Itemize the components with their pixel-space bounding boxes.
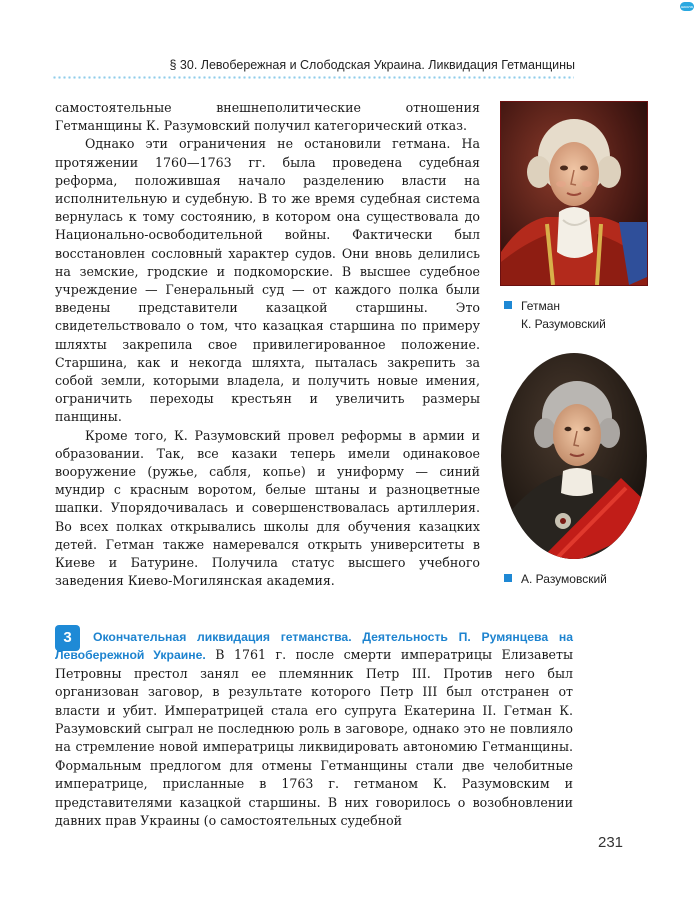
caption-k-razumovsky [504,297,606,333]
header-dotted-rule [52,76,574,79]
paragraph-army-education: Кроме того, К. Разумовский провел реформы в армии и образовании. Так, все казаки теперь имели одинаковое вооружение (ружье, сабля, копье) и униформу — синий мундир с красным воротом, белые штаны и разноцветные шапки. Упорядочивалась и совершенствовалась артиллерия. Во всех полках открывались школы для обучения казацких детей. Гетман также намеревался открыть университеты в Киеве и Батурине. Получила статус высшего учебного заведения Киево-Могилянская академия. [55,427,480,589]
paragraph-judicial-reform: Однако эти ограничения не остановили гетмана. На протяжении 1760—1763 гг. была проведена судебная реформа, положившая начало разделению власти на исполнительную и судебную. В то же время судебная система вернулась к тому состоянию, в котором она существовала до Национально-освободительной войны. Фактически был восстановлен сословный характер судов. Они вновь делились на земские, гродские и подкоморские. В высшее судебное учреждение — Генеральный суд — от каждого полка были введены представители казацкой старшины. Это свидетельствовало о том, что казацкая старшина по примеру шляхты закрепила свое привилегированное положение. Старшина, как и некогда шляхта, пыталась закрепить за собой земли, которыми владела, и получить новые имения, ограничить переходы крестьян и увеличить размеры панщины. [55,136,480,425]
portrait-a-razumovsky [501,353,647,559]
section-body [55,628,573,830]
section-heading: Окончательная ликвидация гетманства. Деятельность П. Румянцева на Левобережной Украине. [55,630,573,663]
caption-square-icon [504,301,512,309]
main-column-text [55,99,480,590]
running-header: § 30. Левобережная и Слободская Украина. Ликвидация Гетманщины [169,58,575,72]
paragraph-continuation: самостоятельные внешнеполитические отношения Гетманщины К. Разумовский получил категорический отказ. [55,100,480,134]
portrait-a-razumovsky-image [501,353,647,559]
caption-a-razumovsky [504,570,607,588]
portrait-k-razumovsky-image [501,102,647,285]
caption-line-1: Гетман [521,299,561,313]
caption-line-2: К. Разумовский [521,317,606,331]
caption-text: А. Разумовский [521,572,607,586]
section-paragraph [55,628,573,830]
portrait-k-razumovsky [500,101,648,286]
caption-square-icon [504,574,512,582]
publisher-logo: школа [681,4,693,9]
section-text: В 1761 г. после смерти императрицы Елизаветы Петровны престол занял ее племянник Петр III. Против него был организован заговор, в результате которого Петр III был отстранен от власти и убит. Императрицей стала его супруга Екатерина II. Гетман К. Разумовский сыграл не последнюю роль в заговоре, однако это не повлияло на стремление новой императрицы ликвидировать автономию Гетманщины. Формальным предлогом для отмены Гетманщины стали две челобитные императрице, присланные в 1763 г. гетманом К. Разумовским и представителями казацкой старшины. В них говорилось о возобновлении давних прав Украины (о самостоятельных судебной [55,647,573,829]
section-number-badge: 3 [55,625,80,651]
page-number: 231 [598,834,624,851]
